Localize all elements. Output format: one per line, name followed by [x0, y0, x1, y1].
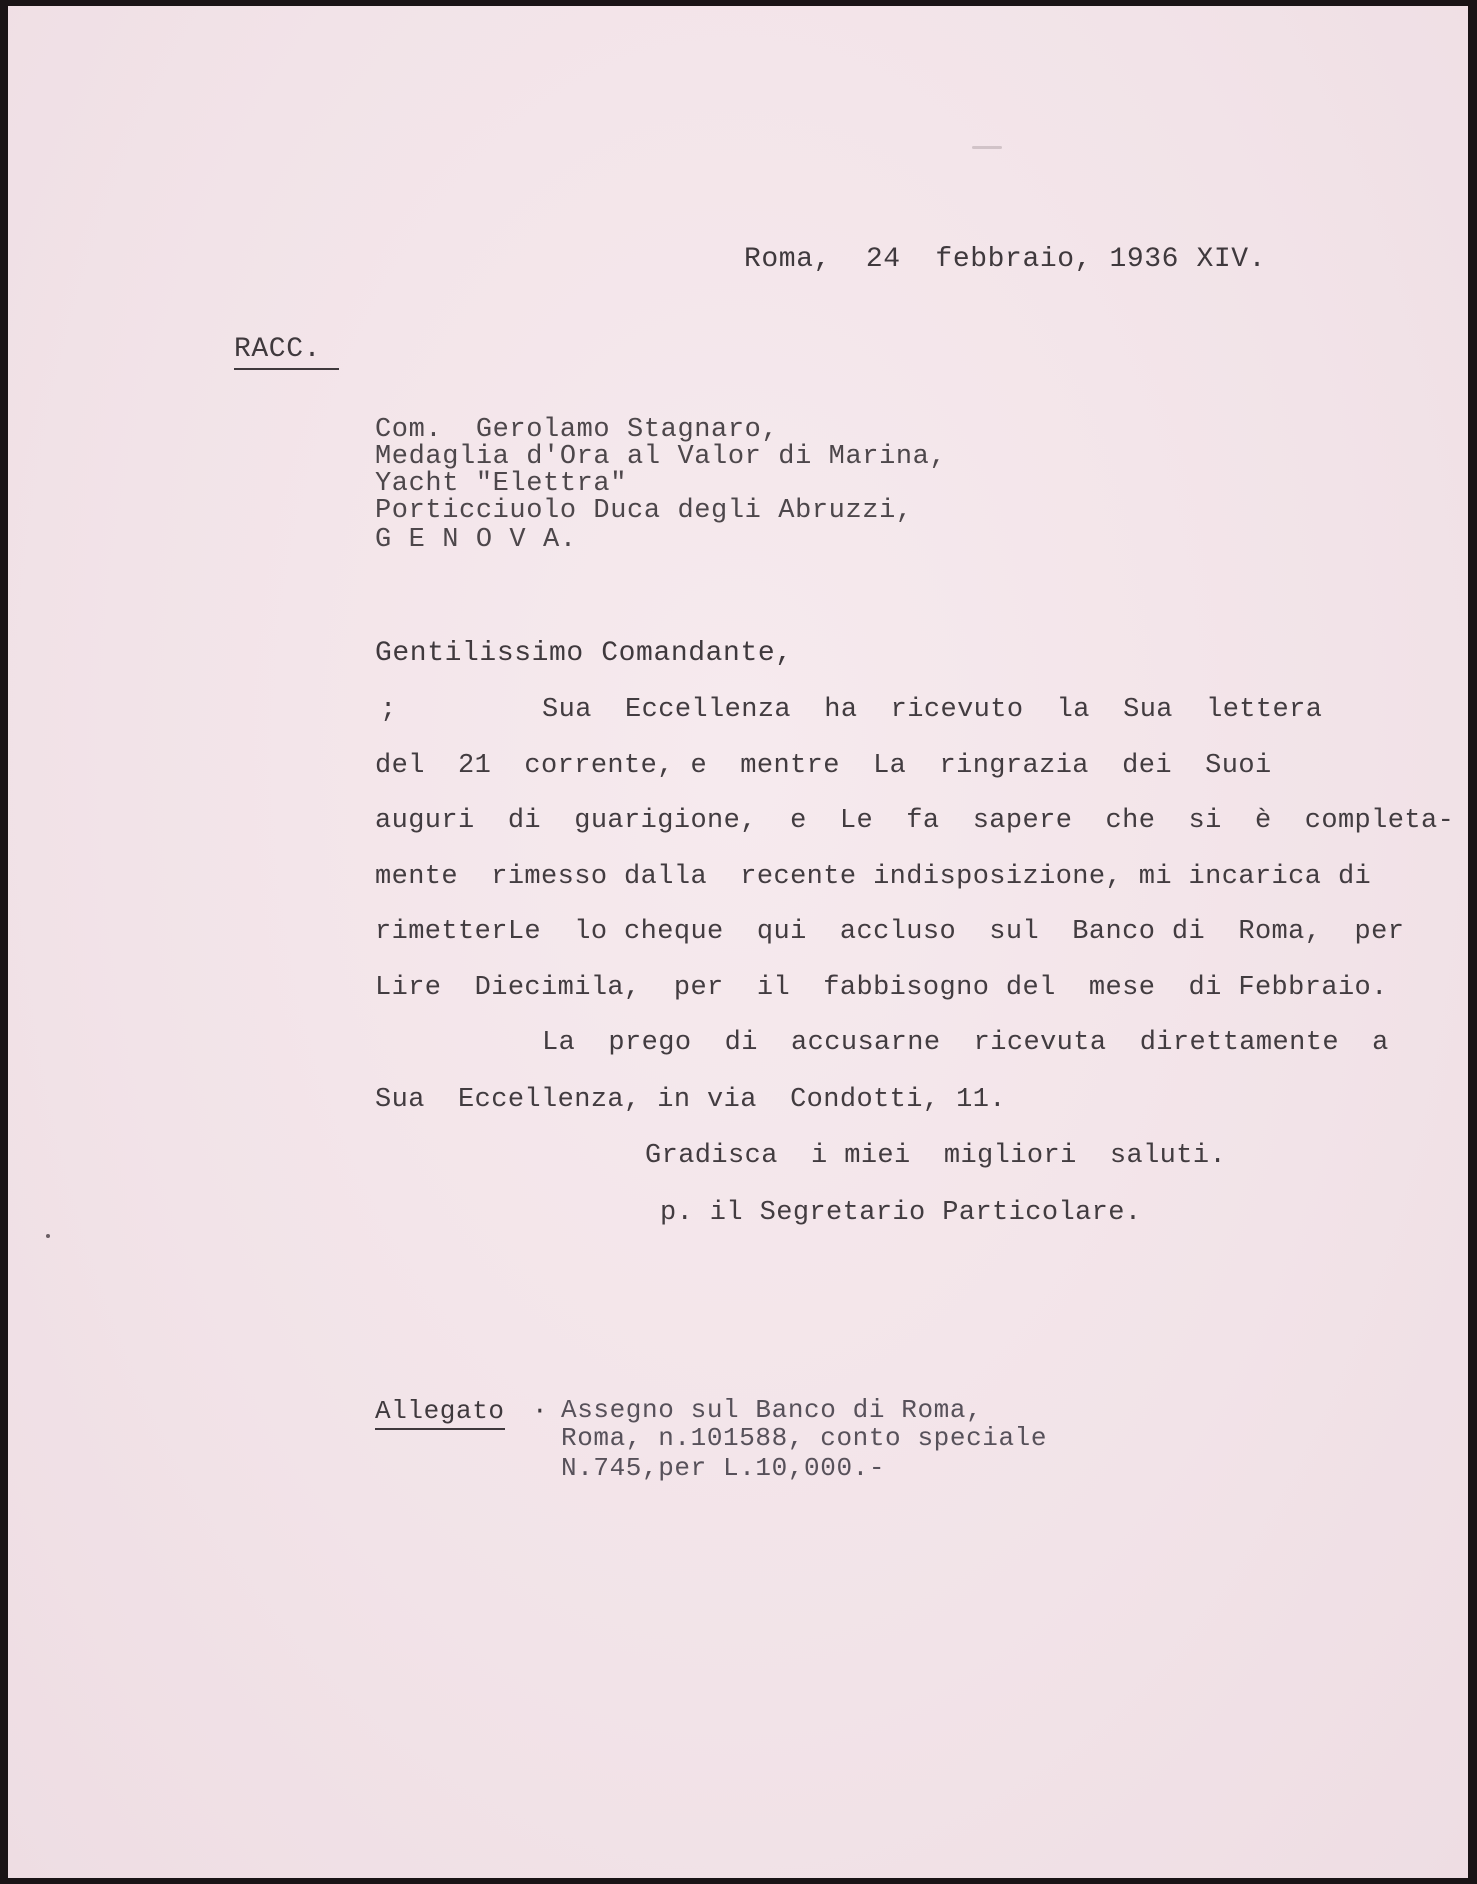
- attachment-label: Allegato: [375, 1397, 505, 1430]
- body-line: Lire Diecimila, per il fabbisogno del mese di Febbraio.: [375, 973, 1388, 1003]
- closing: Gradisca i miei migliori saluti.: [645, 1141, 1227, 1171]
- body-line: rimetterLe lo cheque qui accluso sul Banco di Roma, per: [375, 917, 1405, 947]
- address-city: G E N O V A.: [375, 525, 577, 555]
- body-line: Sua Eccellenza, in via Condotti, 11.: [375, 1085, 1006, 1115]
- paper-speck: [46, 1234, 50, 1238]
- registered-marking: RACC.: [234, 336, 339, 370]
- paper-speck: [972, 146, 1002, 149]
- letter-date: Roma, 24 febbraio, 1936 XIV.: [744, 244, 1267, 275]
- body-line: del 21 corrente, e mentre La ringrazia dei Suoi: [375, 751, 1272, 781]
- attachment-line: Roma, n.101588, conto speciale: [561, 1423, 1048, 1453]
- attachment-line: N.745,per L.10,000.-: [561, 1453, 886, 1483]
- salutation: Gentilissimo Comandante,: [375, 638, 793, 669]
- attachment-line: Assegno sul Banco di Roma,: [561, 1395, 983, 1425]
- body-line: Sua Eccellenza ha ricevuto la Sua lettera: [542, 695, 1323, 725]
- body-line: La prego di accusarne ricevuta direttamente a: [542, 1028, 1389, 1058]
- body-mark: ;: [380, 695, 397, 725]
- signature-line: p. il Segretario Particolare.: [660, 1198, 1142, 1228]
- body-line: mente rimesso dalla recente indisposizione, mi incarica di: [375, 862, 1372, 892]
- address-line: Medaglia d'Ora al Valor di Marina,: [375, 442, 947, 472]
- address-line: Porticciuolo Duca degli Abruzzi,: [375, 496, 913, 526]
- address-line: Com. Gerolamo Stagnaro,: [375, 415, 779, 445]
- attachment-bullet: ·: [532, 1396, 549, 1426]
- address-line: Yacht "Elettra": [375, 469, 628, 499]
- body-line: auguri di guarigione, e Le fa sapere che si è completa-: [375, 806, 1455, 836]
- letter-page: [8, 6, 1468, 1878]
